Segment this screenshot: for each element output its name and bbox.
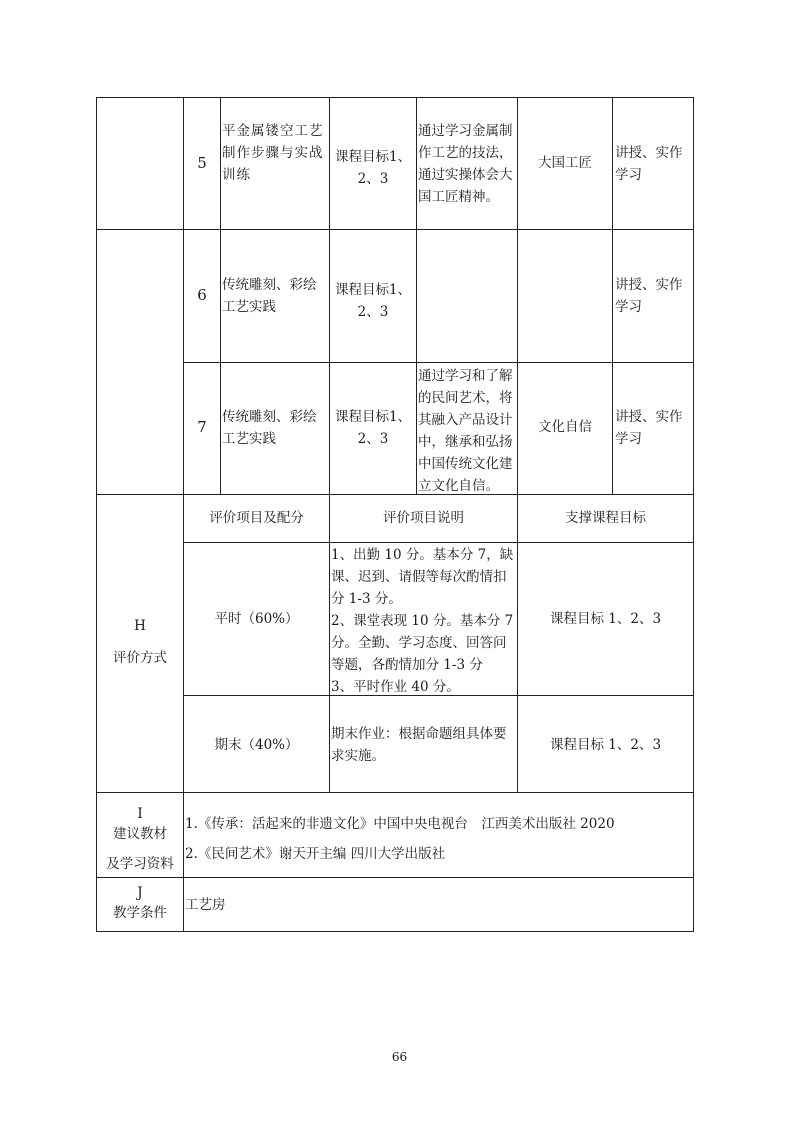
- page-number: 66: [391, 1050, 408, 1064]
- table-border: [96, 97, 694, 98]
- evaluation-item-name: 期末（40%）: [214, 737, 299, 753]
- evaluation-header: 支撑课程目标: [565, 510, 646, 526]
- row-element: 大国工匠: [538, 155, 592, 171]
- row-ideology: 通过学习金属制作工艺的技法，通过实操体会大国工匠精神。: [418, 123, 513, 205]
- materials-title: 建议教材: [113, 826, 167, 842]
- row-goal: 课程目标1、2、3: [334, 282, 412, 320]
- row-number: 7: [197, 418, 207, 436]
- row-content: 传统雕刻、彩绘工艺实践: [222, 409, 317, 447]
- table-border: [183, 542, 694, 543]
- table-border: [220, 97, 221, 494]
- table-border: [96, 229, 694, 230]
- conditions-title: 教学条件: [113, 905, 167, 921]
- conditions-letter: J: [137, 885, 143, 901]
- evaluation-item-goal: 课程目标 1、2、3: [549, 611, 662, 627]
- table-border: [517, 97, 518, 792]
- row-number: 5: [197, 154, 207, 172]
- table-border: [183, 362, 694, 363]
- table-border: [96, 877, 694, 878]
- materials-item: 1.《传承：活起来的非遗文化》中国中央电视台 江西美术出版社 2020: [185, 816, 615, 832]
- materials-title: 及学习资料: [106, 856, 174, 872]
- evaluation-item-goal: 课程目标 1、2、3: [549, 737, 662, 753]
- evaluation-letter: H: [134, 618, 146, 634]
- table-border: [416, 97, 417, 494]
- table-border: [693, 97, 694, 932]
- row-number: 6: [197, 286, 207, 304]
- evaluation-header: 评价项目说明: [383, 510, 464, 526]
- row-goal: 课程目标1、2、3: [334, 409, 412, 447]
- table-border: [96, 931, 694, 932]
- row-ideology: 通过学习和了解的民间艺术，将其融入产品设计中，继承和弘扬中国传统文化建立文化自信。: [418, 368, 513, 494]
- row-content: 传统雕刻、彩绘工艺实践: [222, 277, 317, 315]
- row-element: 文化自信: [538, 419, 592, 435]
- evaluation-header: 评价项目及配分: [209, 510, 304, 526]
- row-method: 讲授、实作学习: [615, 277, 683, 315]
- materials-item: 2.《民间艺术》谢天开主编 四川大学出版社: [185, 846, 446, 862]
- evaluation-title: 评价方式: [113, 650, 167, 666]
- table-border: [96, 792, 694, 793]
- evaluation-item-desc: 1、出勤 10 分。基本分 7，缺课、迟到、请假等每次酌情扣分 1-3 分。 2、课堂表现 10 分。基本分 7 分。全勤、学习态度、回答问等题，各酌情加分 1-3 分 3、平时作业 40 分。: [331, 547, 514, 695]
- materials-letter: I: [137, 806, 143, 822]
- row-method: 讲授、实作学习: [615, 409, 683, 447]
- table-border: [612, 97, 613, 494]
- evaluation-item-desc: 期末作业：根据命题组具体要求实施。: [331, 726, 507, 764]
- row-content: 平金属镂空工艺制作步骤与实战训练: [222, 123, 324, 183]
- row-goal: 课程目标1、2、3: [334, 149, 412, 187]
- conditions-value: 工艺房: [185, 897, 226, 913]
- evaluation-item-name: 平时（60%）: [214, 611, 299, 627]
- row-method: 讲授、实作学习: [615, 145, 683, 183]
- table-border: [96, 494, 694, 495]
